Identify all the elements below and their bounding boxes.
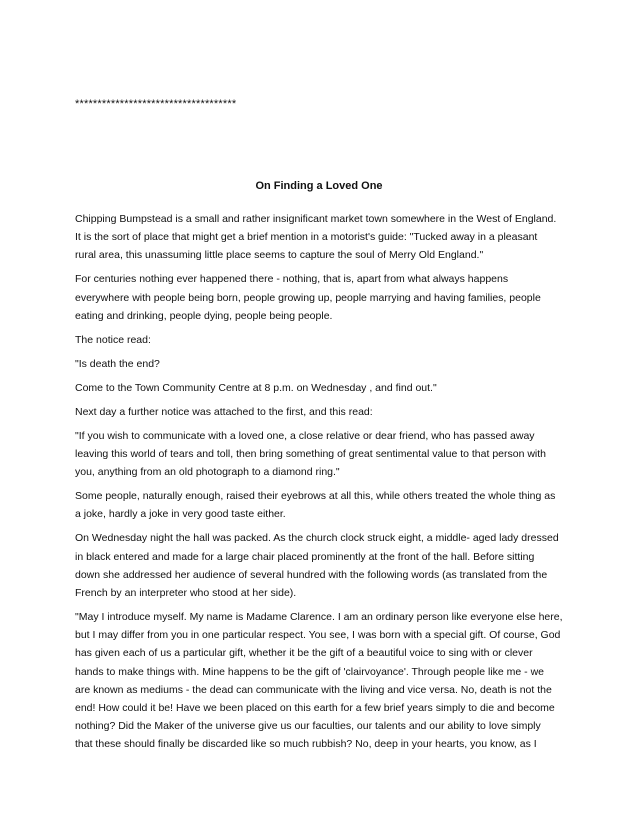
text-line: but I may differ from you in one particular respect. You see, I was born with a special gift. Of course, God — [75, 629, 561, 642]
text-line: are known as mediums - the dead can communicate with the living and vice versa. No, death is not the — [75, 683, 552, 696]
paragraph — [75, 355, 563, 373]
text-line: Chipping Bumpstead is a small and rather insignificant market town somewhere in the West of England. — [75, 213, 557, 225]
text-line: eating and drinking, people dying, people being people. — [75, 309, 333, 322]
text-line: that these should finally be discarded like so much rubbish? No, deep in your hearts, you know, as I — [75, 738, 537, 751]
paragraph — [75, 487, 563, 523]
paragraph — [75, 608, 563, 754]
text-line: rural area, this unassuming little place seems to capture the soul of Merry Old England." — [75, 249, 484, 262]
paragraph — [75, 331, 563, 349]
text-line: "Is death the end? — [75, 357, 160, 370]
text-line: For centuries nothing ever happened there - nothing, that is, apart from what always happens — [75, 273, 509, 286]
text-line: leaving this world of tears and toll, then bring something of great sentimental value to that person with — [75, 448, 547, 461]
text-line: French by an interpreter who stood at her side). — [75, 587, 297, 600]
text-line: end! How could it be! Have we been placed on this earth for a few brief years simply to die and become — [75, 702, 555, 715]
text-line: Some people, naturally enough, raised their eyebrows at all this, while others treated the whole thing as — [75, 490, 556, 503]
separator-line: ************************************ — [75, 98, 237, 110]
text-line: down she addressed her audience of several hundred with the following words (as translated from the — [75, 568, 548, 581]
document-body — [75, 210, 563, 759]
paragraph — [75, 210, 563, 265]
text-line: Next day a further notice was attached to the first, and this read: — [75, 405, 373, 418]
paragraph — [75, 403, 563, 421]
text-line: The notice read: — [75, 333, 151, 346]
text-line: a joke, hardly a joke in very good taste either. — [75, 508, 286, 521]
paragraph — [75, 270, 563, 325]
text-line: Come to the Town Community Centre at 8 p.m. on Wednesday , and find out." — [75, 381, 437, 394]
text-line: It is the sort of place that might get a brief mention in a motorist's guide: "Tucked away in a pleasant — [75, 231, 538, 244]
text-line: has given each of us a particular gift, whether it be the gift of a beautiful voice to sing with or clever — [75, 647, 533, 660]
paragraph — [75, 427, 563, 482]
text-line: On Wednesday night the hall was packed. As the church clock struck eight, a middle- aged lady dressed — [75, 532, 559, 545]
text-line: in black entered and made for a large chair placed prominently at the front of the hall. Before sitting — [75, 550, 535, 563]
document-title: On Finding a Loved One — [255, 180, 383, 192]
text-line: "May I introduce myself. My name is Madame Clarence. I am an ordinary person like everyone else here, — [75, 611, 563, 624]
text-line: you, anything from an old photograph to a diamond ring." — [75, 466, 340, 479]
text-line: nothing? Did the Maker of the universe give us our faculties, our talents and our ability to love simply — [75, 720, 541, 733]
text-line: hands to make things with. Mine happens to be the gift of 'clairvoyance'. Through people like me - we — [75, 665, 544, 678]
paragraph — [75, 379, 563, 397]
text-line: "If you wish to communicate with a loved one, a close relative or dear friend, who has passed away — [75, 429, 535, 442]
paragraph — [75, 529, 563, 602]
text-line: everywhere with people being born, people growing up, people marrying and having families, people — [75, 291, 541, 304]
